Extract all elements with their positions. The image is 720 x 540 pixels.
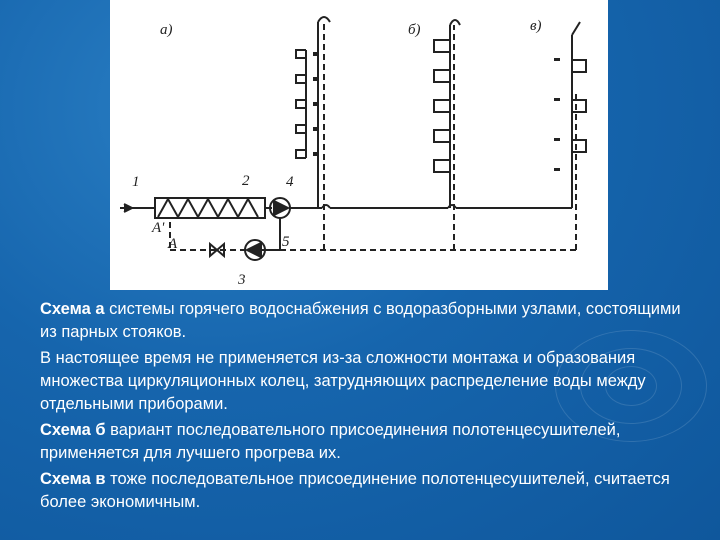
paragraph-lead: Схема б [40,421,106,439]
node-label-5: 5 [282,234,290,250]
paragraph-body: вариант последовательного присоединения полотенцесушителей, применяется для лучшего прогрева их. [40,421,621,462]
schematic-drawing [110,0,608,290]
panel-label-a: a) [160,22,173,38]
node-label-2: 2 [242,173,250,189]
paragraph-scheme-b [40,419,700,465]
paragraph-lead: Схема в [40,470,106,488]
node-label-a: A [168,236,178,252]
paragraph-lead: Схема а [40,300,105,318]
panel-label-b: б) [408,22,421,38]
paragraph-scheme-a [40,298,700,344]
node-label-4: 4 [286,174,294,190]
paragraph-scheme-c [40,468,700,514]
node-label-a-prime: A' [152,220,165,236]
plumbing-schematic [110,0,608,290]
paragraph-note [40,347,700,416]
panel-label-c: в) [530,18,542,34]
paragraph-body: тоже последовательное присоединение полотенцесушителей, считается более экономичным. [40,470,670,511]
node-label-3: 3 [238,272,246,288]
description-text [40,298,700,517]
paragraph-body: В настоящее время не применяется из-за сложности монтажа и образования множества циркуляционных колец, затрудняющих распределение воды между отдельными приборами. [40,349,646,413]
paragraph-body: системы горячего водоснабжения с водоразборными узлами, состоящими из парных стояков. [40,300,681,341]
node-label-1: 1 [132,174,140,190]
